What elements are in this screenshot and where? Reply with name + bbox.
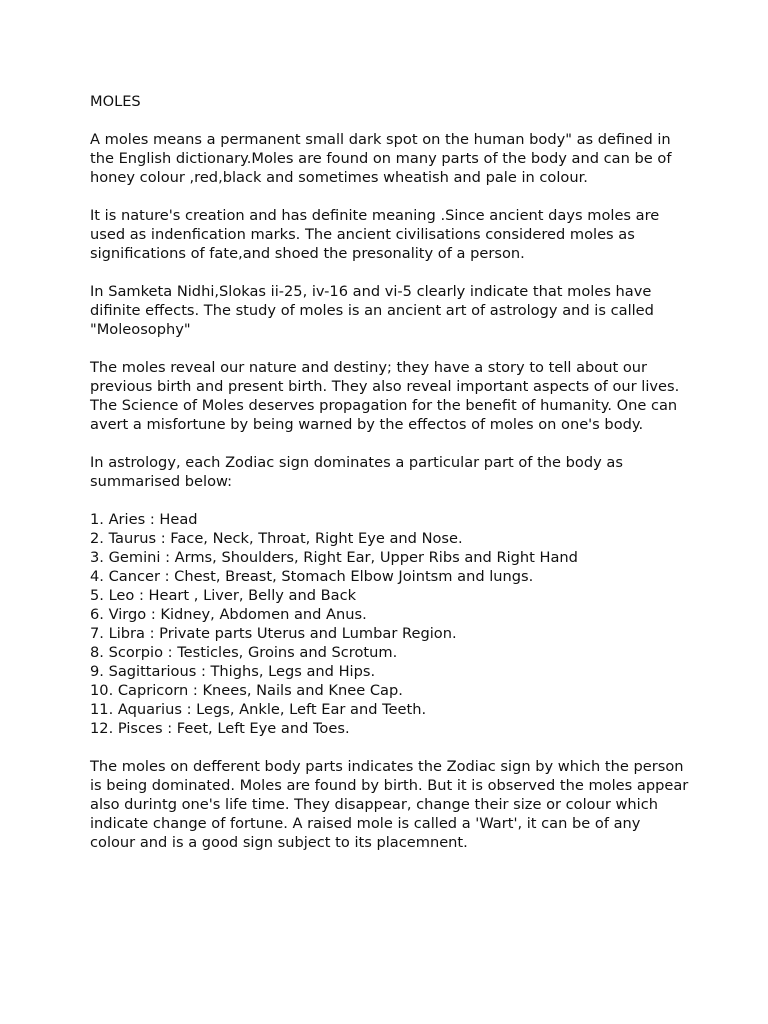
zodiac-list: [90, 510, 690, 738]
list-item: 6. Virgo : Kidney, Abdomen and Anus.: [90, 606, 367, 623]
paragraph-destiny: The moles reveal our nature and destiny; they have a story to tell about our previous birth and present birth. They also reveal important aspects of our lives. The Science of Moles deserves propagation for the benefit of humanity. One can avert a misfortune by being warned by the effectos of moles on one's body.: [90, 359, 680, 433]
list-item: 10. Capricorn : Knees, Nails and Knee Cap.: [90, 682, 403, 699]
list-item: 1. Aries : Head: [90, 511, 198, 528]
list-item: 2. Taurus : Face, Neck, Throat, Right Eye and Nose.: [90, 530, 463, 547]
document-body: [90, 92, 690, 871]
list-item: 9. Sagittarious : Thighs, Legs and Hips.: [90, 663, 376, 680]
list-item: 12. Pisces : Feet, Left Eye and Toes.: [90, 720, 350, 737]
paragraph-definition: A moles means a permanent small dark spot on the human body" as defined in the English dictionary.Moles are found on many parts of the body and can be of honey colour ,red,black and sometimes wheatish and pale in colour.: [90, 131, 672, 186]
list-item: 7. Libra : Private parts Uterus and Lumbar Region.: [90, 625, 457, 642]
list-item: 11. Aquarius : Legs, Ankle, Left Ear and Teeth.: [90, 701, 427, 718]
paragraph-samketa-nidhi: In Samketa Nidhi,Slokas ii-25, iv-16 and vi-5 clearly indicate that moles have difinite effects. The study of moles is an ancient art of astrology and is called "Moleosophy": [90, 283, 654, 338]
paragraph-nature: It is nature's creation and has definite meaning .Since ancient days moles are used as indenfication marks. The ancient civilisations considered moles as significations of fate,and shoed the presonality of a person.: [90, 207, 660, 262]
paragraph-closing: The moles on defferent body parts indicates the Zodiac sign by which the person is being dominated. Moles are found by birth. But it is observed the moles appear also durintg one's life time. They disappear, change their size or colour which indicate change of fortune. A raised mole is called a 'Wart', it can be of any colour and is a good sign subject to its placemnent.: [90, 758, 689, 851]
list-item: 8. Scorpio : Testicles, Groins and Scrotum.: [90, 644, 398, 661]
list-item: 4. Cancer : Chest, Breast, Stomach Elbow Jointsm and lungs.: [90, 568, 534, 585]
paragraph-astrology-intro: In astrology, each Zodiac sign dominates a particular part of the body as summarised below:: [90, 454, 623, 490]
list-item: 3. Gemini : Arms, Shoulders, Right Ear, Upper Ribs and Right Hand: [90, 549, 578, 566]
list-item: 5. Leo : Heart , Liver, Belly and Back: [90, 587, 357, 604]
document-title: MOLES: [90, 93, 141, 110]
